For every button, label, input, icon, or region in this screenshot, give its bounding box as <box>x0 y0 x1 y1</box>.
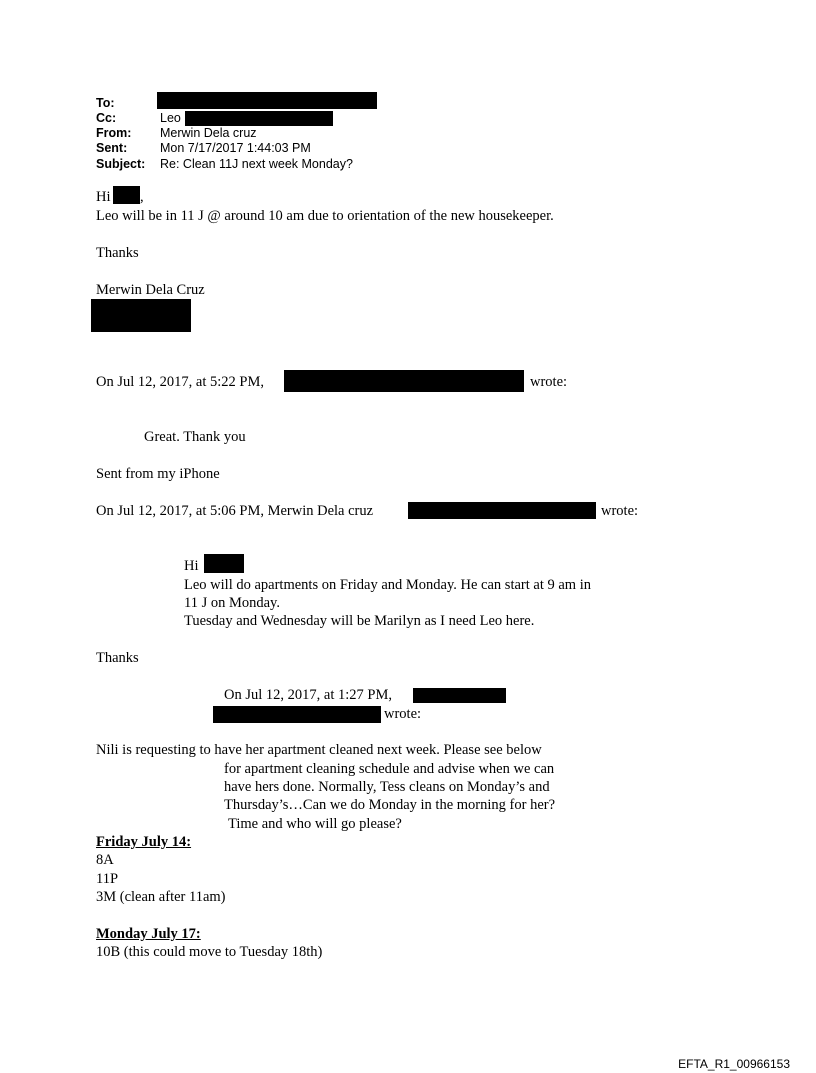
quote3-wrote: wrote: <box>384 706 422 722</box>
quote1-device: Sent from my iPhone <box>96 466 220 482</box>
schedule-item: 10B (this could move to Tuesday 18th) <box>96 944 323 960</box>
reply-thanks: Thanks <box>96 245 139 261</box>
redaction-cc <box>185 111 333 126</box>
quote2-line: 11 J on Monday. <box>184 595 280 611</box>
subject-value: Re: Clean 11J next week Monday? <box>160 157 353 171</box>
quote3-line: for apartment cleaning schedule and advise when we can <box>224 761 555 777</box>
reply-greeting-comma: , <box>140 189 144 205</box>
quote1-wrote: wrote: <box>530 374 568 390</box>
reply-greeting: Hi <box>96 189 111 205</box>
quote3-line: Time and who will go please? <box>228 816 402 832</box>
redaction-quote2-email <box>408 502 596 519</box>
cc-label: Cc: <box>96 111 117 125</box>
quote2-greeting: Hi <box>184 558 199 574</box>
quote2-line: Leo will do apartments on Friday and Monday. He can start at 9 am in <box>184 577 591 593</box>
quote1-intro: On Jul 12, 2017, at 5:22 PM, <box>96 374 264 390</box>
document-id: EFTA_R1_00966153 <box>678 1057 790 1071</box>
schedule-item: 3M (clean after 11am) <box>96 889 226 905</box>
redaction-quote3-sender <box>413 688 506 703</box>
redaction-quote3-email <box>213 706 381 723</box>
sent-value: Mon 7/17/2017 1:44:03 PM <box>160 141 311 155</box>
subject-label: Subject: <box>96 157 146 171</box>
sent-label: Sent: <box>96 141 128 155</box>
redaction-greeting-name <box>113 186 140 204</box>
schedule-item: 8A <box>96 852 114 868</box>
redaction-quote2-greeting-name <box>204 554 244 573</box>
from-label: From: <box>96 126 132 140</box>
redaction-quote1-sender <box>284 370 524 392</box>
to-label: To: <box>96 96 115 110</box>
quote2-line: Tuesday and Wednesday will be Marilyn as I need Leo here. <box>184 613 535 629</box>
redaction-to <box>157 92 377 109</box>
quote1-body: Great. Thank you <box>144 429 246 445</box>
schedule-item: 11P <box>96 871 119 887</box>
quote3-line: Nili is requesting to have her apartment cleaned next week. Please see below <box>96 742 542 758</box>
quote3-line: Thursday’s…Can we do Monday in the morning for her? <box>224 797 556 813</box>
quote2-wrote: wrote: <box>601 503 639 519</box>
from-value: Merwin Dela cruz <box>160 126 257 140</box>
cc-value: Leo <box>160 111 181 125</box>
friday-heading: Friday July 14: <box>96 834 192 850</box>
monday-heading: Monday July 17: <box>96 926 201 942</box>
quote3-intro: On Jul 12, 2017, at 1:27 PM, <box>224 687 392 703</box>
reply-body: Leo will be in 11 J @ around 10 am due to orientation of the new housekeeper. <box>96 208 554 224</box>
reply-signature: Merwin Dela Cruz <box>96 282 205 298</box>
quote2-thanks: Thanks <box>96 650 139 666</box>
quote2-intro: On Jul 12, 2017, at 5:06 PM, Merwin Dela cruz <box>96 503 374 519</box>
redaction-signature <box>91 299 191 332</box>
quote3-line: have hers done. Normally, Tess cleans on Monday’s and <box>224 779 550 795</box>
